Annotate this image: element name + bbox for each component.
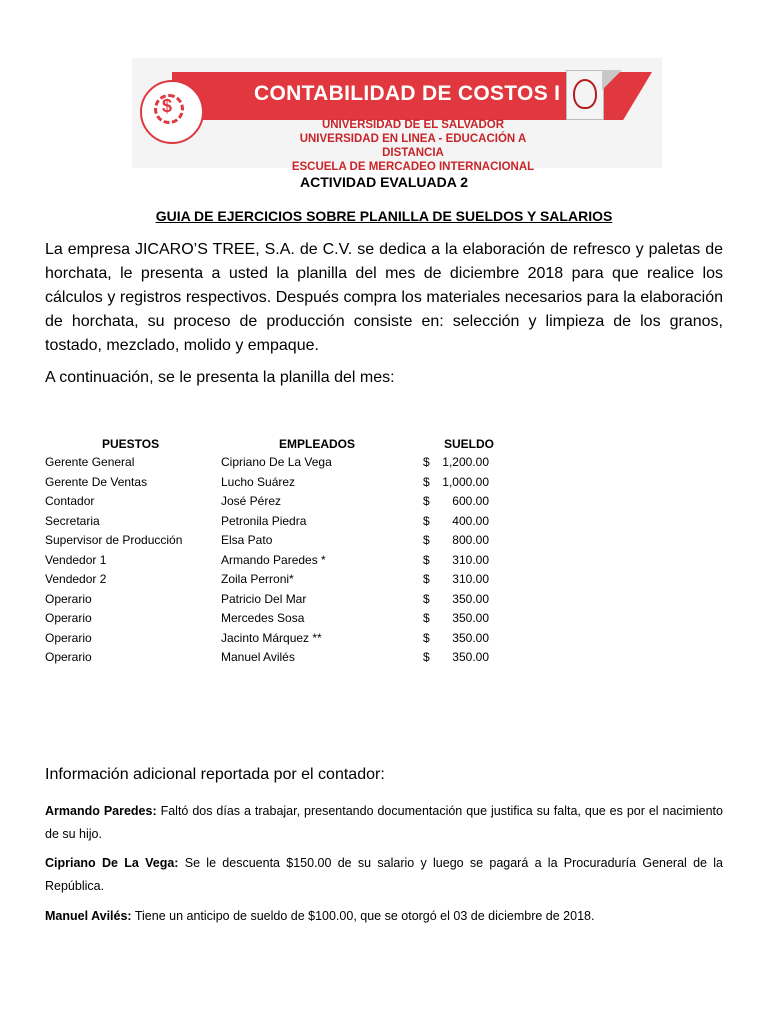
header-banner bbox=[132, 58, 662, 173]
cell-empleado: Lucho Suárez bbox=[221, 474, 296, 489]
cell-currency: $ bbox=[423, 494, 430, 508]
table-row bbox=[45, 514, 505, 534]
banner-title: CONTABILIDAD DE COSTOS I bbox=[254, 82, 561, 105]
table-row bbox=[45, 611, 505, 631]
note-name: Manuel Avilés: bbox=[45, 909, 132, 923]
cell-puesto: Contador bbox=[45, 494, 95, 508]
note-cipriano bbox=[45, 852, 723, 898]
cell-sueldo: 1,000.00 bbox=[442, 474, 489, 489]
cell-empleado: Armando Paredes * bbox=[221, 552, 326, 567]
table-row bbox=[45, 553, 505, 573]
cell-currency: $ bbox=[423, 650, 430, 664]
cell-sueldo: 600.00 bbox=[452, 494, 489, 508]
column-header-puestos: PUESTOS bbox=[102, 437, 160, 451]
cell-currency: $ bbox=[423, 630, 430, 645]
cell-empleado: Patricio Del Mar bbox=[221, 591, 307, 606]
column-header-sueldo: SUELDO bbox=[444, 437, 495, 451]
column-header-empleados: EMPLEADOS bbox=[279, 437, 356, 451]
table-row bbox=[45, 592, 505, 612]
cell-empleado: Manuel Avilés bbox=[221, 650, 295, 664]
additional-info-title: Información adicional reportada por el contador: bbox=[45, 766, 385, 783]
cell-puesto: Vendedor 1 bbox=[45, 552, 107, 567]
banner-line-online: UNIVERSIDAD EN LINEA - EDUCACIÓN A DISTANCIA bbox=[299, 133, 527, 159]
cell-puesto: Vendedor 2 bbox=[45, 572, 107, 586]
table-row bbox=[45, 650, 505, 670]
cell-currency: $ bbox=[423, 455, 430, 469]
cell-sueldo: 400.00 bbox=[452, 513, 489, 528]
cell-puesto: Gerente General bbox=[45, 455, 135, 469]
table-row bbox=[45, 494, 505, 514]
cell-empleado: José Pérez bbox=[221, 494, 282, 508]
cell-empleado: Jacinto Márquez ** bbox=[221, 630, 322, 645]
banner-line-university: UNIVERSIDAD DE EL SALVADOR bbox=[321, 119, 505, 131]
banner-fold bbox=[602, 70, 622, 90]
table-row bbox=[45, 455, 505, 475]
banner-subtitle-lines bbox=[268, 118, 558, 174]
cell-empleado: Mercedes Sosa bbox=[221, 611, 305, 625]
table-row bbox=[45, 572, 505, 592]
note-text: Faltó dos días a trabajar, presentando documentación que justifica su falta, que es por el nacimiento de su hijo. bbox=[45, 804, 723, 841]
note-armando bbox=[45, 800, 723, 846]
dollar-icon: $ bbox=[162, 96, 173, 116]
cell-currency: $ bbox=[423, 591, 430, 606]
table-row bbox=[45, 631, 505, 651]
banner-line-school: ESCUELA DE MERCADEO INTERNACIONAL bbox=[291, 161, 535, 173]
cell-currency: $ bbox=[423, 552, 430, 567]
cell-sueldo: 350.00 bbox=[452, 630, 489, 645]
cell-empleado: Cipriano De La Vega bbox=[221, 455, 332, 469]
cell-puesto: Gerente De Ventas bbox=[45, 474, 148, 489]
cell-currency: $ bbox=[423, 513, 430, 528]
cell-currency: $ bbox=[423, 611, 430, 625]
cell-puesto: Secretaria bbox=[45, 513, 100, 528]
cell-puesto: Operario bbox=[45, 591, 92, 606]
cell-puesto: Operario bbox=[45, 650, 92, 664]
cell-currency: $ bbox=[423, 572, 430, 586]
university-seal-icon bbox=[566, 70, 604, 120]
cell-sueldo: 350.00 bbox=[452, 591, 489, 606]
cell-empleado: Petronila Piedra bbox=[221, 513, 307, 528]
table-row bbox=[45, 533, 505, 553]
note-name: Armando Paredes: bbox=[45, 804, 157, 818]
cell-puesto: Operario bbox=[45, 611, 92, 625]
note-name: Cipriano De La Vega: bbox=[45, 856, 179, 870]
cell-currency: $ bbox=[423, 474, 430, 489]
cell-sueldo: 310.00 bbox=[452, 572, 489, 586]
cell-currency: $ bbox=[423, 533, 430, 547]
cell-empleado: Elsa Pato bbox=[221, 533, 273, 547]
note-text: Tiene un anticipo de sueldo de $100.00, que se otorgó el 03 de diciembre de 2018. bbox=[131, 909, 595, 923]
page-subtitle: GUIA DE EJERCICIOS SOBRE PLANILLA DE SUELDOS Y SALARIOS bbox=[155, 208, 613, 224]
note-manuel bbox=[45, 905, 723, 928]
cell-empleado: Zoila Perroni* bbox=[221, 572, 294, 586]
cell-sueldo: 350.00 bbox=[452, 650, 489, 664]
intro-paragraph: La empresa JICARO’S TREE, S.A. de C.V. se dedica a la elaboración de refresco y paletas de horchata, le presenta a usted la planilla del mes de diciembre 2018 para que realice los cálculos y registros respectivos. Después compra los materiales necesarios para la elaboración de horchata, su proceso de producción consiste en: selección y limpieza de los granos, tostado, mezclado, molido y empaque. bbox=[45, 241, 723, 354]
cell-sueldo: 800.00 bbox=[452, 533, 489, 547]
cell-puesto: Supervisor de Producción bbox=[45, 533, 183, 547]
cell-puesto: Operario bbox=[45, 630, 92, 645]
cell-sueldo: 1,200.00 bbox=[442, 455, 489, 469]
table-intro: A continuación, se le presenta la planilla del mes: bbox=[45, 369, 395, 386]
cell-sueldo: 350.00 bbox=[452, 611, 489, 625]
note-text: Se le descuenta $150.00 de su salario y luego se pagará a la Procuraduría General de la República. bbox=[45, 856, 724, 893]
table-row bbox=[45, 475, 505, 495]
page-title: ACTIVIDAD EVALUADA 2 bbox=[299, 174, 468, 190]
cell-sueldo: 310.00 bbox=[452, 552, 489, 567]
